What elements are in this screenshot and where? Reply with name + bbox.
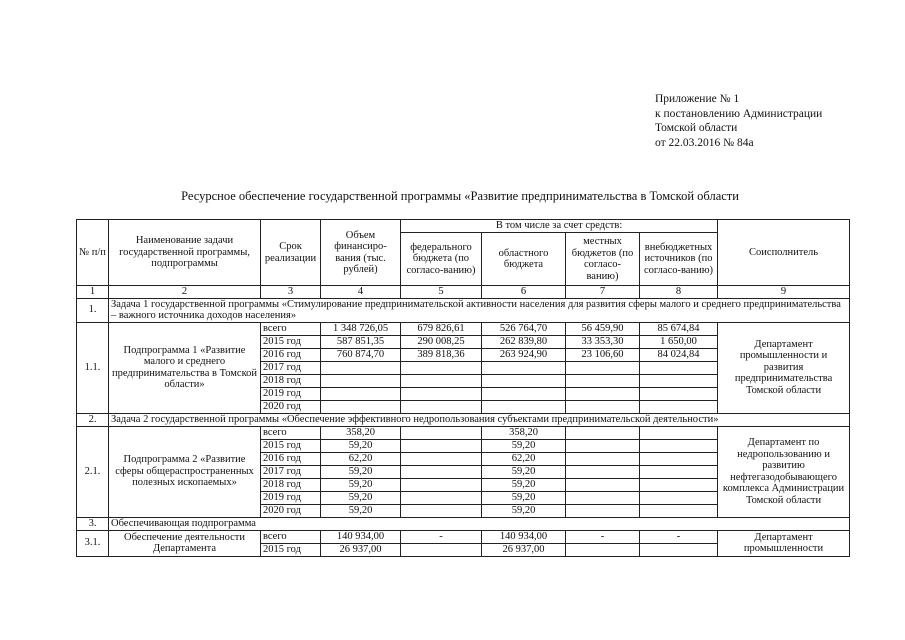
local-cell	[566, 374, 640, 387]
document-title: Ресурсное обеспечение государственной программы «Развитие предпринимательства в Томской области	[181, 189, 739, 203]
year-cell: 2015 год	[261, 543, 321, 556]
federal-cell	[401, 374, 482, 387]
extra-cell	[640, 426, 718, 439]
regional-cell: 59,20	[482, 439, 566, 452]
year-cell: 2020 год	[261, 504, 321, 517]
appendix-line: к постановлению Администрации	[655, 107, 823, 120]
header-including: В том числе за счет средств:	[401, 220, 718, 233]
volume-cell: 587 851,35	[321, 335, 401, 348]
col-number: 8	[640, 286, 718, 299]
regional-cell: 140 934,00	[482, 530, 566, 543]
col-number: 2	[109, 286, 261, 299]
year-cell: 2019 год	[261, 491, 321, 504]
table-row	[77, 530, 850, 543]
local-cell: 56 459,90	[566, 322, 640, 335]
year-cell: 2018 год	[261, 374, 321, 387]
regional-cell: 526 764,70	[482, 322, 566, 335]
subprogram-name: Подпрограмма 1 «Развитие малого и среднего предпринимательства в Томской области»	[109, 322, 261, 413]
local-cell: 23 106,60	[566, 348, 640, 361]
regional-cell: 358,20	[482, 426, 566, 439]
extra-cell	[640, 491, 718, 504]
year-cell: 2017 год	[261, 361, 321, 374]
local-cell: -	[566, 530, 640, 543]
regional-cell: 62,20	[482, 452, 566, 465]
volume-cell: 59,20	[321, 478, 401, 491]
subprogram-num: 3.1.	[77, 530, 109, 556]
header-federal: федерального бюджета (по согласо-ванию)	[401, 233, 482, 286]
extra-cell	[640, 400, 718, 413]
year-cell: 2015 год	[261, 439, 321, 452]
header-executor: Соисполнитель	[718, 220, 850, 286]
col-number: 4	[321, 286, 401, 299]
volume-cell: 26 937,00	[321, 543, 401, 556]
year-cell: всего	[261, 530, 321, 543]
task-num: 2.	[77, 413, 109, 426]
regional-cell	[482, 387, 566, 400]
federal-cell	[401, 426, 482, 439]
federal-cell	[401, 465, 482, 478]
local-cell	[566, 465, 640, 478]
year-cell: всего	[261, 322, 321, 335]
federal-cell: -	[401, 530, 482, 543]
task-row	[77, 413, 850, 426]
task-text: Задача 2 государственной программы «Обеспечение эффективного недропользования субъектами предпринимательской деятельности»	[109, 413, 850, 426]
subprogram-3	[77, 530, 850, 556]
year-cell: 2019 год	[261, 387, 321, 400]
federal-cell	[401, 439, 482, 452]
extra-cell	[640, 439, 718, 452]
appendix-line: Томской области	[655, 122, 738, 134]
task-text: Обеспечивающая подпрограмма	[109, 517, 850, 530]
header-local: местных бюджетов (по согласо-ванию)	[566, 233, 640, 286]
volume-cell: 59,20	[321, 465, 401, 478]
col-number: 7	[566, 286, 640, 299]
regional-cell: 262 839,80	[482, 335, 566, 348]
federal-cell	[401, 478, 482, 491]
local-cell	[566, 426, 640, 439]
executor-cell: Департамент промышленности	[718, 530, 850, 556]
col-number: 6	[482, 286, 566, 299]
federal-cell	[401, 452, 482, 465]
subprogram-num: 1.1.	[77, 322, 109, 413]
header-name: Наименование задачи государственной программы, подпрограммы	[109, 220, 261, 286]
volume-cell: 59,20	[321, 504, 401, 517]
task-row	[77, 298, 850, 322]
header-extra: внебюджетных источников (по согласо-ванию)	[640, 233, 718, 286]
appendix-line: Приложение № 1	[655, 93, 740, 105]
volume-cell: 140 934,00	[321, 530, 401, 543]
regional-cell: 59,20	[482, 491, 566, 504]
executor-cell: Департамент по недропользованию и развитию нефтегазодобывающего комплекса Администрации Томской области	[718, 426, 850, 517]
table-row	[77, 426, 850, 439]
year-cell: 2016 год	[261, 348, 321, 361]
col-number: 5	[401, 286, 482, 299]
regional-cell: 59,20	[482, 478, 566, 491]
year-cell: всего	[261, 426, 321, 439]
col-number: 3	[261, 286, 321, 299]
volume-cell: 59,20	[321, 439, 401, 452]
volume-cell: 62,20	[321, 452, 401, 465]
year-cell: 2016 год	[261, 452, 321, 465]
appendix-header	[655, 92, 822, 150]
extra-cell: 84 024,84	[640, 348, 718, 361]
federal-cell: 389 818,36	[401, 348, 482, 361]
header-regional: областного бюджета	[482, 233, 566, 286]
extra-cell	[640, 504, 718, 517]
federal-cell	[401, 361, 482, 374]
local-cell	[566, 400, 640, 413]
header-volume: Объем финансиро-вания (тыс. рублей)	[321, 220, 401, 286]
regional-cell: 263 924,90	[482, 348, 566, 361]
task-num: 1.	[77, 298, 109, 322]
extra-cell	[640, 478, 718, 491]
header-term: Срок реализации	[261, 220, 321, 286]
local-cell: 33 353,30	[566, 335, 640, 348]
extra-cell	[640, 361, 718, 374]
volume-cell	[321, 361, 401, 374]
federal-cell	[401, 491, 482, 504]
volume-cell: 59,20	[321, 491, 401, 504]
federal-cell	[401, 504, 482, 517]
year-cell: 2017 год	[261, 465, 321, 478]
local-cell	[566, 361, 640, 374]
federal-cell	[401, 400, 482, 413]
subprogram-name: Подпрограмма 2 «Развитие сферы общераспространенных полезных ископаемых»	[109, 426, 261, 517]
subprogram-1	[77, 322, 850, 413]
regional-cell: 59,20	[482, 465, 566, 478]
extra-cell	[640, 543, 718, 556]
task-row	[77, 517, 850, 530]
federal-cell: 290 008,25	[401, 335, 482, 348]
volume-cell	[321, 387, 401, 400]
extra-cell: -	[640, 530, 718, 543]
col-number: 1	[77, 286, 109, 299]
subprogram-2	[77, 426, 850, 517]
extra-cell	[640, 374, 718, 387]
federal-cell	[401, 543, 482, 556]
column-number-row	[77, 286, 850, 299]
appendix-line: от 22.03.2016 № 84а	[655, 136, 754, 149]
regional-cell	[482, 374, 566, 387]
local-cell	[566, 478, 640, 491]
local-cell	[566, 439, 640, 452]
task-num: 3.	[77, 517, 109, 530]
regional-cell: 59,20	[482, 504, 566, 517]
local-cell	[566, 491, 640, 504]
volume-cell: 760 874,70	[321, 348, 401, 361]
regional-cell	[482, 400, 566, 413]
extra-cell	[640, 387, 718, 400]
local-cell	[566, 452, 640, 465]
local-cell	[566, 387, 640, 400]
table-row	[77, 322, 850, 335]
year-cell: 2018 год	[261, 478, 321, 491]
year-cell: 2020 год	[261, 400, 321, 413]
volume-cell: 1 348 726,05	[321, 322, 401, 335]
extra-cell: 85 674,84	[640, 322, 718, 335]
regional-cell: 26 937,00	[482, 543, 566, 556]
year-cell: 2015 год	[261, 335, 321, 348]
federal-cell: 679 826,61	[401, 322, 482, 335]
local-cell	[566, 504, 640, 517]
task-text: Задача 1 государственной программы «Стимулирование предпринимательской активности населения для развития сферы малого и среднего предпринимательства – важного источника доходов населения»	[109, 298, 850, 322]
volume-cell	[321, 400, 401, 413]
extra-cell	[640, 452, 718, 465]
extra-cell: 1 650,00	[640, 335, 718, 348]
executor-cell: Департамент промышленности и развития предпринимательства Томской области	[718, 322, 850, 413]
volume-cell	[321, 374, 401, 387]
volume-cell: 358,20	[321, 426, 401, 439]
federal-cell	[401, 387, 482, 400]
local-cell	[566, 543, 640, 556]
subprogram-num: 2.1.	[77, 426, 109, 517]
col-number: 9	[718, 286, 850, 299]
subprogram-name: Обеспечение деятельности Департамента	[109, 530, 261, 556]
resource-table	[76, 219, 850, 557]
extra-cell	[640, 465, 718, 478]
regional-cell	[482, 361, 566, 374]
header-num: № п/п	[77, 220, 109, 286]
